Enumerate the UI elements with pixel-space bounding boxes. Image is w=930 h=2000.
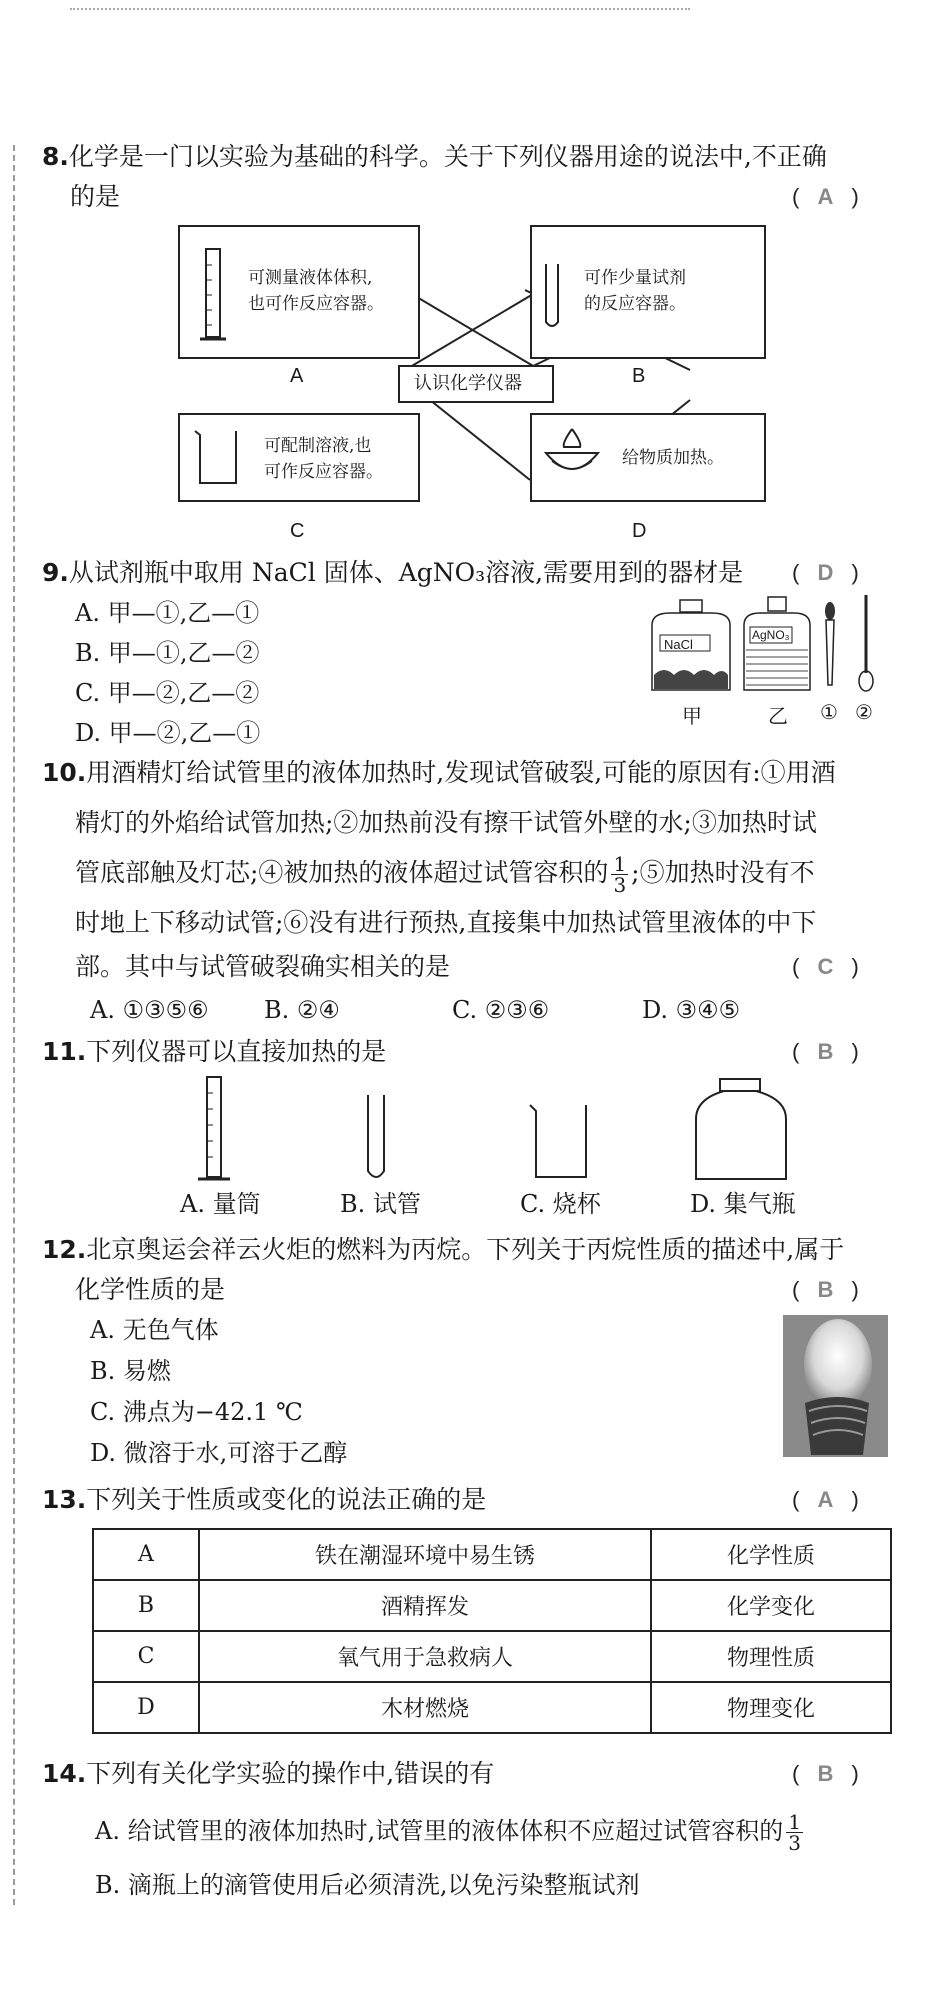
q10-option-d: D. ③④⑤ [642, 996, 741, 1024]
q10-frac-num: 1 [613, 852, 627, 876]
q13-cell: 物理性质 [651, 1631, 891, 1682]
q8-c-line1: 可配制溶液,也 [264, 436, 372, 456]
q12-number: 12. [42, 1235, 87, 1264]
q9-option-c: C. 甲—②,乙—② [75, 679, 260, 707]
q14-answer: ( B ) [792, 1761, 865, 1786]
q10-option-c: C. ②③⑥ [452, 996, 550, 1024]
q9-text: 从试剂瓶中取用 NaCl 固体、AgNO₃溶液,需要用到的器材是 [68, 558, 744, 587]
q12-line1 [42, 1233, 912, 1267]
q9-agno3-label: AgNO₃ [752, 628, 790, 642]
q8-line2 [70, 180, 120, 214]
q9-option-b: B. 甲—①,乙—② [75, 639, 260, 667]
q9-nacl-label: NaCl [664, 637, 693, 652]
q12-option-d: D. 微溶于水,可溶于乙醇 [90, 1439, 348, 1467]
q10-line5: 部。其中与试管破裂确实相关的是 [75, 952, 451, 981]
q10-frac-den: 3 [613, 873, 627, 897]
q8-label-a: A [290, 365, 304, 387]
q8-a-line1: 可测量液体体积, [248, 268, 373, 288]
q11-number: 11. [42, 1037, 87, 1066]
q8-box-c [178, 413, 420, 502]
q10-line3 [75, 854, 815, 895]
beaker-icon [190, 425, 245, 490]
q13-cell: 氧气用于急救病人 [199, 1631, 651, 1682]
q13-cell: C [93, 1631, 199, 1682]
q13-line [42, 1483, 486, 1517]
q12-option-a: A. 无色气体 [90, 1316, 219, 1344]
q13-text: 下列关于性质或变化的说法正确的是 [86, 1485, 487, 1514]
q14-frac-den: 3 [788, 1831, 801, 1855]
q9-answer: ( D ) [792, 560, 865, 585]
q9-option-a: A. 甲—①,乙—① [75, 599, 260, 627]
q12-text-1: 北京奥运会祥云火炬的燃料为丙烷。下列关于丙烷性质的描述中,属于 [86, 1235, 845, 1264]
q14-answer-value: B [817, 1761, 840, 1786]
table-row [93, 1631, 891, 1682]
q14-line [42, 1757, 494, 1791]
q11-option-c: C. 烧杯 [520, 1190, 601, 1218]
q9-label-two: ② [855, 700, 873, 724]
q10-answer: ( C ) [792, 954, 865, 979]
q13-cell: 木材燃烧 [199, 1682, 651, 1733]
q13-table [92, 1528, 892, 1734]
q10-line1 [42, 756, 912, 790]
q14-option-b: B. 滴瓶上的滴管使用后必须清洗,以免污染整瓶试剂 [95, 1871, 640, 1899]
q13-cell: 化学性质 [651, 1529, 891, 1580]
q11-option-b: B. 试管 [340, 1190, 421, 1218]
q13-cell: A [93, 1529, 199, 1580]
q13-cell: 物理变化 [651, 1682, 891, 1733]
q9-reagent-figure [640, 595, 890, 725]
q13-cell: 化学变化 [651, 1580, 891, 1631]
left-margin-line [13, 145, 15, 1905]
q9-label-yi: 乙 [768, 704, 788, 728]
q8-box-a [178, 225, 420, 359]
q12-torch-photo [783, 1315, 888, 1457]
q9-line [42, 556, 782, 590]
q10-number: 10. [42, 758, 87, 787]
q9-label-one: ① [820, 700, 838, 724]
q11-text: 下列仪器可以直接加热的是 [86, 1037, 387, 1066]
q9-option-d: D. 甲—②,乙—① [75, 719, 261, 747]
q14-fraction [786, 1812, 803, 1853]
q10-text-3b: ;⑤加热时没有不 [631, 858, 815, 887]
q11-line [42, 1035, 386, 1069]
q8-center-box [398, 365, 554, 403]
q8-a-line2: 也可作反应容器。 [248, 294, 384, 314]
q8-c-line2: 可作反应容器。 [264, 462, 383, 482]
q11-answer: ( B ) [792, 1039, 865, 1064]
q11-option-d: D. 集气瓶 [690, 1190, 796, 1218]
table-row [93, 1580, 891, 1631]
q8-center-label: 认识化学仪器 [414, 373, 522, 394]
q14-number: 14. [42, 1759, 87, 1788]
q8-text-cont: 的是 [70, 182, 121, 211]
q13-number: 13. [42, 1485, 87, 1514]
table-row [93, 1682, 891, 1733]
test-tube-icon [542, 262, 562, 332]
q8-box-d [530, 413, 766, 502]
q13-cell: 酒精挥发 [199, 1580, 651, 1631]
q12-answer: ( B ) [792, 1277, 865, 1302]
q8-box-b [530, 225, 766, 359]
q10-line2: 精灯的外焰给试管加热;②加热前没有擦干试管外壁的水;③加热时试 [75, 808, 817, 837]
q12-option-c: C. 沸点为−42.1 ℃ [90, 1398, 303, 1426]
q14-text: 下列有关化学实验的操作中,错误的有 [86, 1759, 495, 1788]
q8-d-line1: 给物质加热。 [622, 448, 724, 468]
q8-line1 [42, 140, 902, 174]
q13-cell: 铁在潮湿环境中易生锈 [199, 1529, 651, 1580]
q11-option-a: A. 量筒 [180, 1190, 261, 1218]
q14-option-a-text: A. 给试管里的液体加热时,试管里的液体体积不应超过试管容积的 [95, 1817, 784, 1845]
q8-answer-value: A [817, 184, 840, 209]
q8-label-d: D [632, 520, 647, 542]
q9-answer-value: D [817, 560, 840, 585]
q10-fraction [611, 854, 628, 895]
q10-answer-value: C [817, 954, 840, 979]
q8-b-line1: 可作少量试剂 [584, 268, 686, 288]
table-row [93, 1529, 891, 1580]
q14-frac-num: 1 [788, 1810, 801, 1834]
q8-answer: ( A ) [792, 184, 865, 209]
q10-text-3a: 管底部触及灯芯;④被加热的液体超过试管容积的 [75, 858, 609, 887]
q8-number: 8. [42, 142, 69, 171]
q10-text-1: 用酒精灯给试管里的液体加热时,发现试管破裂,可能的原因有:①用酒 [86, 758, 836, 787]
q13-answer-value: A [817, 1487, 840, 1512]
q13-cell: D [93, 1682, 199, 1733]
q14-option-a [95, 1812, 806, 1853]
q8-label-b: B [632, 365, 646, 387]
top-edge-artifact [70, 0, 690, 10]
graduated-cylinder-icon [198, 245, 228, 345]
q9-number: 9. [42, 558, 69, 587]
q8-text: 化学是一门以实验为基础的科学。关于下列仪器用途的说法中,不正确 [68, 142, 827, 171]
q10-line4: 时地上下移动试管;⑥没有进行预热,直接集中加热试管里液体的中下 [75, 908, 817, 937]
q13-answer: ( A ) [792, 1487, 865, 1512]
q12-line2: 化学性质的是 [75, 1275, 226, 1304]
q8-b-line2: 的反应容器。 [584, 294, 686, 314]
evaporating-dish-icon [542, 423, 602, 488]
q9-label-jia: 甲 [682, 704, 702, 728]
q11-instruments [190, 1075, 790, 1185]
q8-label-c: C [290, 520, 305, 542]
q10-option-a: A. ①③⑤⑥ [90, 996, 209, 1024]
q12-option-b: B. 易燃 [90, 1357, 171, 1385]
q10-option-b: B. ②④ [264, 996, 340, 1024]
q12-answer-value: B [817, 1277, 840, 1302]
q13-cell: B [93, 1580, 199, 1631]
q11-answer-value: B [817, 1039, 840, 1064]
